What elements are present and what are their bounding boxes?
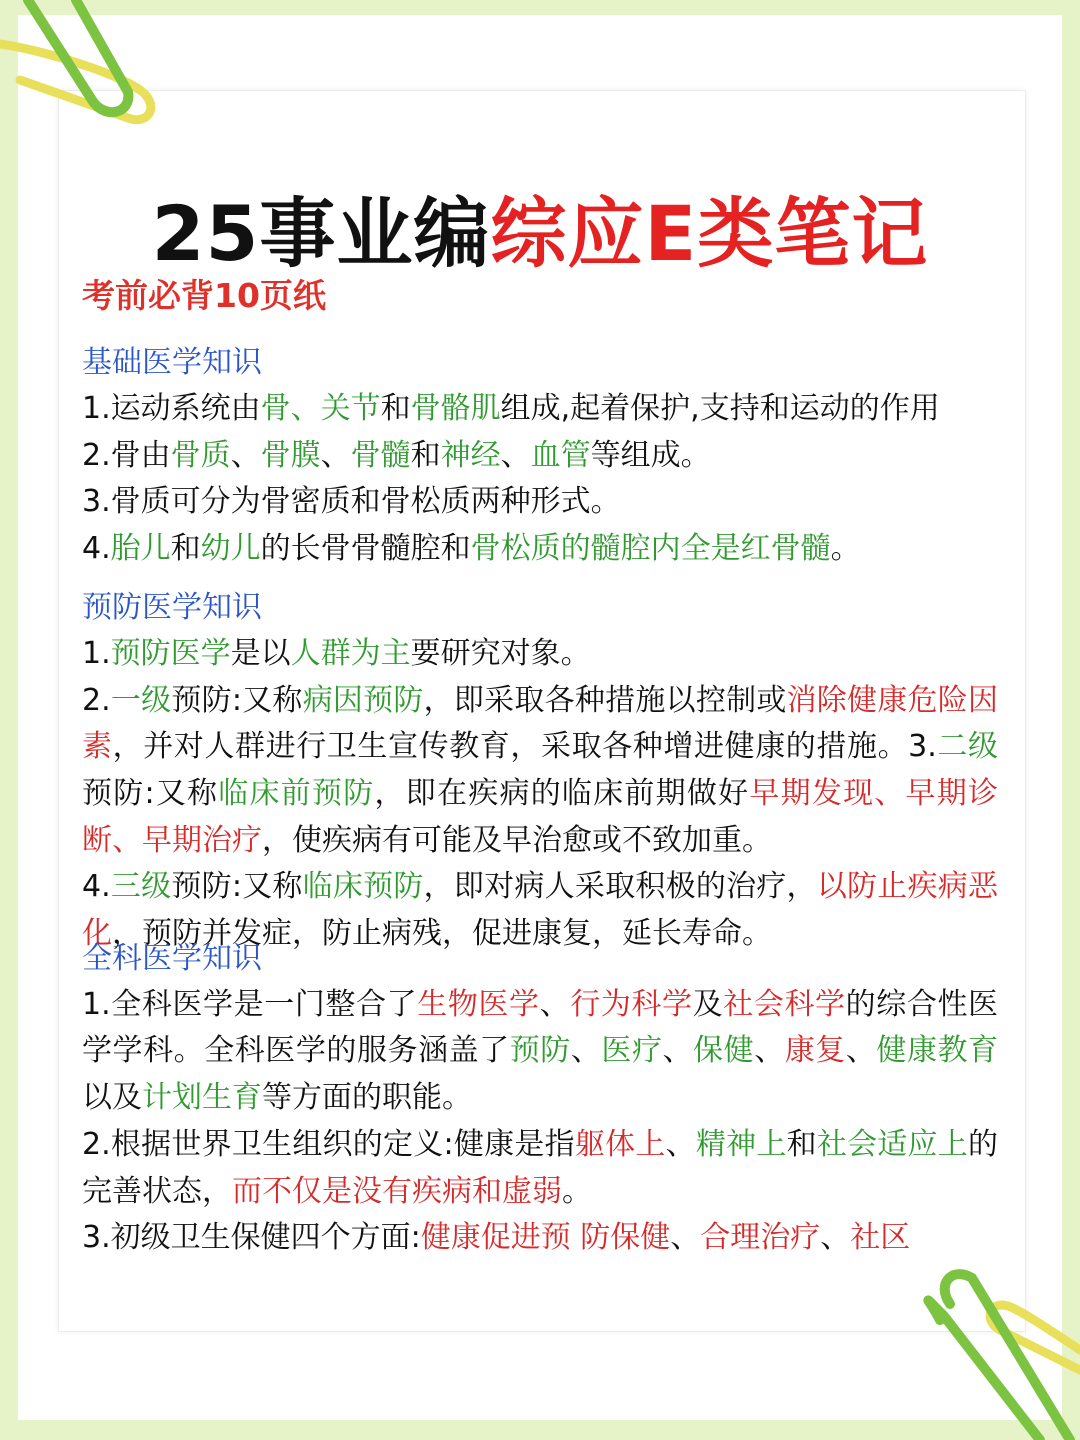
text-segment: 、 (670, 1220, 701, 1256)
highlight-red: 消除健康危险因素 (82, 682, 999, 765)
text-segment: 3.初级卫生保健四个方面: (82, 1220, 421, 1256)
section-heading: 基础医学知识 (82, 345, 262, 380)
text-segment: 是以 (230, 635, 291, 671)
text-segment: 、 (662, 1033, 694, 1069)
section-preventive-medicine (82, 585, 998, 958)
highlight-red: 躯体上 (574, 1126, 666, 1162)
highlight-green: 三级 (110, 869, 172, 905)
text-segment: 、 (539, 986, 571, 1022)
highlight-green: 健康教育 (876, 1033, 999, 1069)
title-part-red: 综应E类笔记 (490, 188, 929, 278)
section-general-medicine (82, 936, 998, 1262)
notes-content (82, 268, 998, 1262)
list-item (82, 678, 998, 865)
text-segment: 3.骨质可分为骨密质和骨松质两种形式。 (82, 484, 621, 520)
text-segment: 和 (786, 1126, 817, 1162)
highlight-green: 一级 (110, 682, 172, 718)
list-item (82, 433, 998, 480)
text-segment: ，预防并发症，防止病残，促进康复，延长寿命。 (112, 916, 772, 952)
text-segment: 1.全科医学是一门整合了 (82, 986, 418, 1022)
text-segment: ，并对人群进行卫生宣传教育，采取各种增进健康的措施。3. (112, 729, 937, 765)
highlight-green: 血管 (530, 437, 591, 473)
text-segment: 、 (665, 1126, 696, 1162)
highlight-red: 健康促进预 防保健 (420, 1220, 671, 1256)
text-segment: 和 (170, 531, 201, 567)
page-title (0, 189, 1080, 279)
text-segment: 2.骨由 (82, 437, 171, 473)
text-segment: 等组成。 (590, 437, 711, 473)
list-item (82, 479, 998, 526)
highlight-green: 骨膜 (260, 437, 321, 473)
highlight-green: 骨、关节 (260, 391, 381, 426)
highlight-green: 神经 (440, 437, 501, 473)
text-segment: 要研究对象。 (410, 635, 591, 671)
text-segment: 的综合性医学学科。全科医学的服务涵盖了 (82, 986, 999, 1069)
highlight-green: 精神上 (695, 1126, 787, 1162)
text-segment: 4. (82, 869, 111, 905)
text-segment: 以及 (82, 1080, 142, 1116)
subtitle: 考前必背10页纸 (82, 276, 326, 315)
highlight-red: 而不仅是没有疾病和虚弱 (232, 1173, 562, 1209)
list-item (82, 386, 998, 433)
highlight-green: 计划生育 (142, 1080, 262, 1116)
highlight-green: 社会适应上 (816, 1126, 969, 1162)
highlight-green: 临床前预防 (218, 775, 375, 811)
list-item (82, 631, 998, 678)
text-segment: 预防:又称 (171, 869, 303, 905)
highlight-green: 病因预防 (302, 682, 424, 718)
highlight-green: 胎儿 (110, 531, 171, 567)
text-segment: 和 (410, 437, 441, 473)
text-segment: 、 (320, 437, 351, 473)
highlight-green: 骨骼肌 (410, 391, 501, 426)
text-segment: 组成,起着保护,支持和运动的作用 (500, 391, 940, 426)
list-item (82, 1122, 998, 1215)
text-segment: 1.运动系统由 (82, 391, 261, 426)
text-segment: ，使疾病有可能及早治愈或不致加重。 (262, 822, 772, 858)
text-segment: 和 (380, 391, 411, 426)
highlight-green: 骨松质的髓腔内全是红骨髓 (470, 531, 831, 567)
highlight-red: 行为科学 (570, 986, 693, 1022)
section-heading: 预防医学知识 (82, 589, 262, 625)
highlight-red: 早期发现、早期诊断、早期治疗 (82, 775, 999, 858)
highlight-red: 社区 (850, 1220, 911, 1256)
highlight-green: 骨质 (170, 437, 231, 473)
text-segment: 、 (230, 437, 261, 473)
list-item (82, 1215, 998, 1262)
list-item (82, 526, 998, 573)
highlight-green: 医疗 (601, 1033, 663, 1069)
text-segment: ，即在疾病的临床前期做好 (374, 775, 750, 811)
text-segment: 2.根据世界卫生组织的定义:健康是指 (82, 1126, 575, 1162)
text-segment: 的长骨骨髓腔和 (260, 531, 471, 567)
text-segment: 、 (500, 437, 531, 473)
highlight-green: 二级 (936, 729, 999, 765)
title-part-black: 25事业编 (151, 188, 491, 278)
text-segment: 预防:又称 (82, 775, 219, 811)
highlight-green: 骨髓 (350, 437, 411, 473)
highlight-green: 预防 (509, 1033, 571, 1069)
text-segment: 。 (562, 1173, 592, 1209)
highlight-red: 社会科学 (723, 986, 846, 1022)
list-item (82, 982, 998, 1122)
section-heading: 全科医学知识 (82, 940, 262, 976)
highlight-green: 幼儿 (200, 531, 261, 567)
text-segment: 4. (82, 531, 111, 567)
text-segment: 。 (830, 531, 861, 567)
text-segment: 等方面的职能。 (262, 1080, 472, 1116)
text-segment: ，即采取各种措施以控制或 (423, 682, 787, 718)
text-segment: 预防:又称 (171, 682, 303, 718)
text-segment: 1. (82, 635, 111, 671)
text-segment: 、 (845, 1033, 877, 1069)
text-segment: 的完善状态， (82, 1126, 999, 1209)
highlight-red: 生物医学 (417, 986, 540, 1022)
highlight-green: 保健 (693, 1033, 755, 1069)
highlight-green: 人群为主 (290, 635, 411, 671)
highlight-green: 预防医学 (110, 635, 231, 671)
text-segment: 及 (692, 986, 724, 1022)
text-segment: ，即对病人采取积极的治疗， (423, 869, 817, 905)
highlight-red: 合理治疗 (700, 1220, 821, 1256)
text-segment: 、 (570, 1033, 602, 1069)
section-basic-medicine (82, 340, 998, 573)
text-segment: 、 (820, 1220, 851, 1256)
text-segment: 2. (82, 682, 111, 718)
text-segment: 、 (754, 1033, 785, 1069)
highlight-red: 以防止疾病恶化 (82, 869, 999, 952)
highlight-red: 康复 (784, 1033, 846, 1069)
highlight-green: 临床预防 (302, 869, 424, 905)
